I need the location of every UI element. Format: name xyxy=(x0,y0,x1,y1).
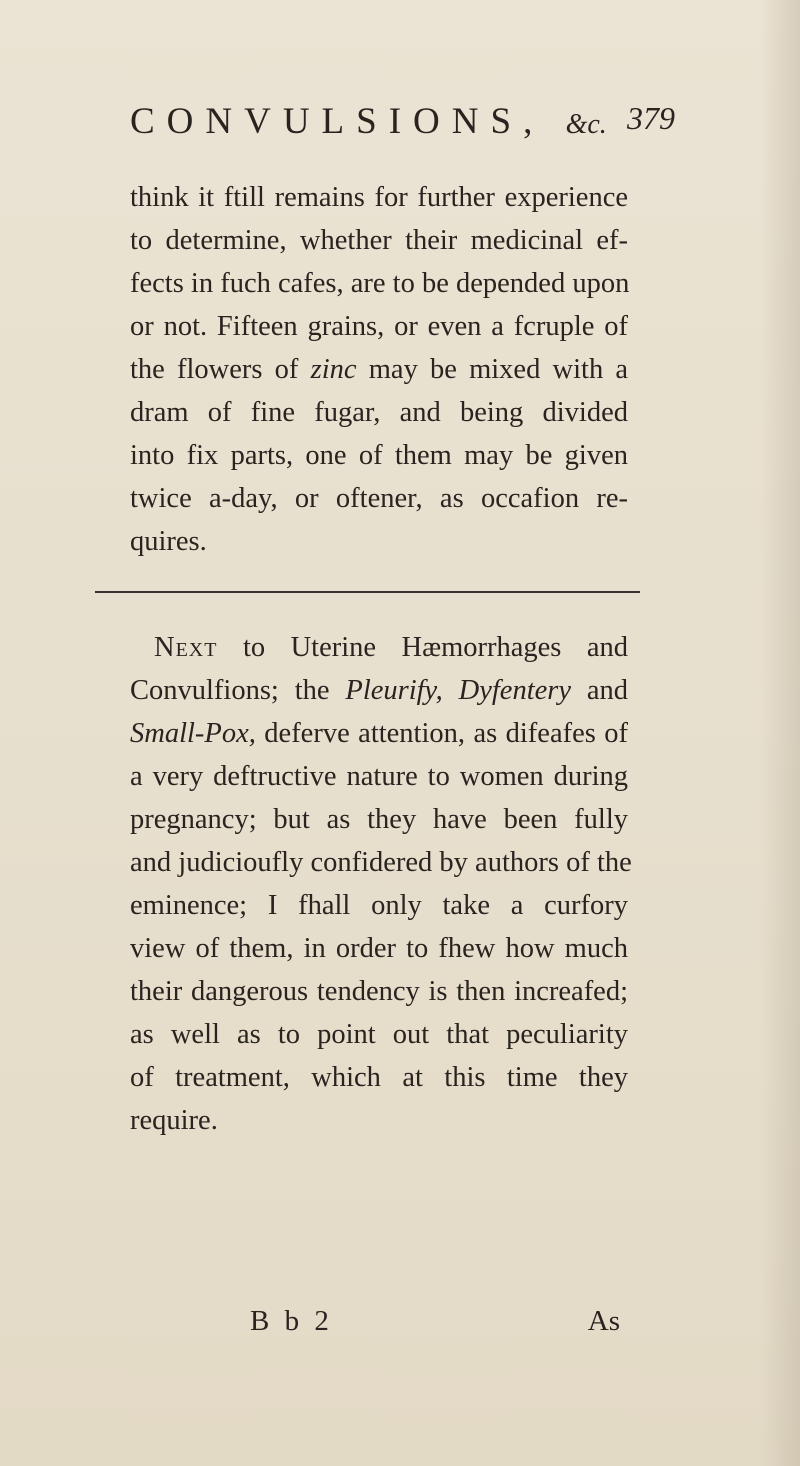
running-title xyxy=(130,100,607,143)
catchword: As xyxy=(587,1305,620,1337)
text-line: their dangerous tendency is then increafed; xyxy=(130,976,628,1007)
text-line: quires. xyxy=(130,526,207,557)
text-line: think it ftill remains for further experience xyxy=(130,182,628,213)
page-number: 379 xyxy=(627,100,675,136)
section-divider xyxy=(95,591,640,593)
text-line: require. xyxy=(130,1105,218,1136)
running-title-text: CONVULSIONS, xyxy=(130,101,545,142)
text-line xyxy=(154,632,628,664)
lead-word-next: Next xyxy=(154,632,218,663)
text-line xyxy=(130,675,628,707)
text-line: into fix parts, one of them may be given xyxy=(130,440,628,471)
text-line xyxy=(130,718,628,750)
text-segment: to Uterine Hæmorrhages and xyxy=(242,632,628,663)
text-line: and judicioufly confidered by authors of the xyxy=(130,847,632,878)
text-line: of treatment, which at this time they xyxy=(130,1062,628,1093)
text-line: a very deftructive nature to women during xyxy=(130,761,628,792)
running-title-etc: &c. xyxy=(565,109,607,140)
text-line: fects in fuch cafes, are to be depended upon xyxy=(130,268,630,299)
page-header xyxy=(130,92,675,148)
text-line: pregnancy; but as they have been fully xyxy=(130,804,628,835)
text-segment: Convulfions; the xyxy=(130,675,330,706)
signature-mark: B b 2 xyxy=(250,1305,333,1337)
text-line xyxy=(130,354,628,386)
page-footer xyxy=(130,1305,630,1345)
text-line: as well as to point out that peculiarity xyxy=(130,1019,628,1050)
text-line: dram of fine fugar, and being divided xyxy=(130,397,628,428)
italic-term-smallpox: Small-Pox, xyxy=(130,718,256,749)
text-segment: deferve attention, as difeafes of xyxy=(264,718,629,749)
text-segment: and xyxy=(586,675,629,706)
italic-term-pleurisy: Pleurify, xyxy=(345,675,443,706)
text-line: view of them, in order to fhew how much xyxy=(130,933,628,964)
italic-term-dysentery: Dyfentery xyxy=(458,675,571,706)
italic-term-zinc: zinc xyxy=(310,354,357,385)
text-line: to determine, whether their medicinal ef- xyxy=(130,225,628,256)
text-segment: may be mixed with a xyxy=(368,354,629,385)
text-line: twice a-day, or oftener, as occafion re- xyxy=(130,483,628,514)
text-line: or not. Fifteen grains, or even a fcruple of xyxy=(130,311,628,342)
page-edge-shadow xyxy=(760,0,800,1466)
text-line: eminence; I fhall only take a curfory xyxy=(130,890,628,921)
text-segment: the flowers of xyxy=(130,354,299,385)
